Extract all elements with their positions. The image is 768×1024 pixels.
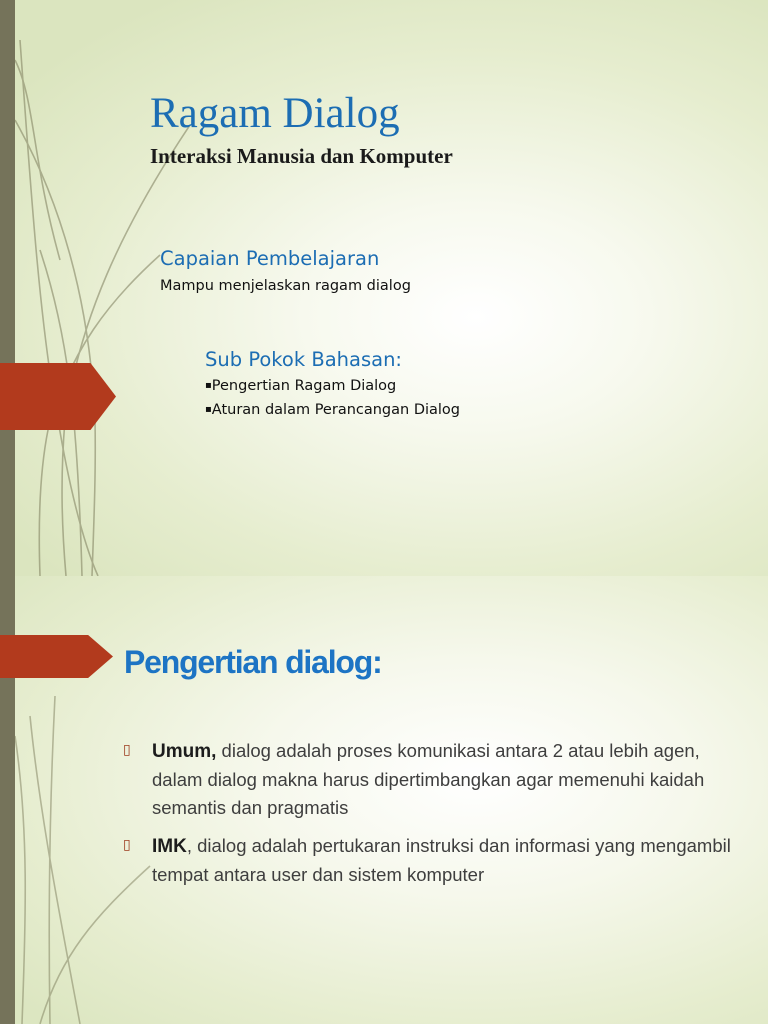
slide-subtitle: Interaksi Manusia dan Komputer: [150, 144, 453, 168]
capaian-text: Mampu menjelaskan ragam dialog: [160, 278, 411, 294]
list-item: [152, 832, 737, 889]
slide-2: [0, 576, 768, 1024]
sub-pokok-item: [205, 401, 460, 419]
bullet-icon: ▯: [123, 837, 131, 853]
item-term: Umum,: [152, 741, 217, 762]
item-term: IMK: [152, 836, 187, 857]
item-text: dialog adalah proses komunikasi antara 2 atau lebih agen, dalam dialog makna harus dipertimbangkan agar memenuhi kaidah semantis dan pragmatis: [152, 740, 705, 818]
list-item: [152, 737, 737, 822]
capaian-heading: Capaian Pembelajaran: [160, 247, 380, 270]
sub-pokok-heading: Sub Pokok Bahasan:: [205, 348, 402, 371]
slide-title: Ragam Dialog: [150, 90, 400, 137]
section-heading: Pengertian dialog:: [124, 644, 382, 680]
bullet-icon: ▯: [123, 742, 131, 758]
sub-pokok-item-label: Pengertian Ragam Dialog: [211, 378, 397, 394]
sub-pokok-item: [205, 377, 396, 395]
sub-pokok-item-label: Aturan dalam Perancangan Dialog: [211, 402, 461, 418]
square-bullet-icon: ▪: [205, 380, 212, 391]
square-bullet-icon: ▪: [205, 404, 212, 415]
item-text: , dialog adalah pertukaran instruksi dan informasi yang mengambil tempat antara user dan sistem komputer: [152, 835, 731, 885]
